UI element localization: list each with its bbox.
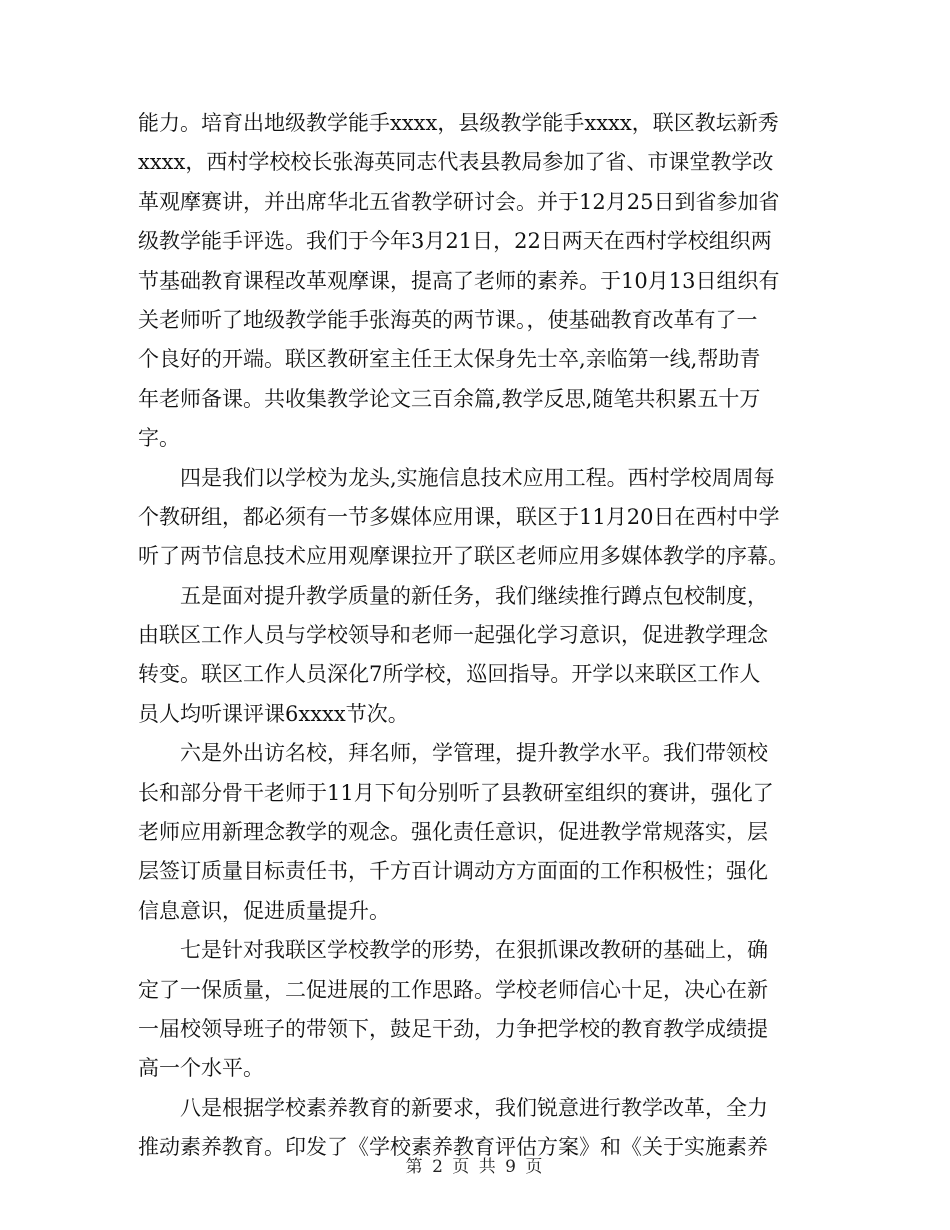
text-line: 推动素养教育。印发了《学校素养教育评估方案》和《关于实施素养 <box>138 1135 768 1160</box>
paragraph-start-line: 六是外出访名校，拜名师，学管理，提升教学水平。我们带领校 <box>180 741 768 766</box>
text-line: 一届校领导班子的带领下，鼓足干劲，力争把学校的教育教学成绩提 <box>138 1016 768 1041</box>
text-line: 听了两节信息技术应用观摩课拉开了联区老师应用多媒体教学的序幕。 <box>138 544 789 569</box>
text-line: 员人均听课评课6xxxx节次。 <box>138 701 409 726</box>
text-line: 定了一保质量，二促进展的工作思路。学校老师信心十足，决心在新 <box>138 977 768 1002</box>
text-line: 长和部分骨干老师于11月下旬分别听了县教研室组织的赛讲，强化了 <box>138 780 774 805</box>
text-line: 个良好的开端。联区教研室主任王太保身先士卒,亲临第一线,帮助青 <box>138 347 761 372</box>
text-line: 个教研组，都必须有一节多媒体应用课，联区于11月20日在西村中学 <box>138 504 780 529</box>
paragraph-start-line: 七是针对我联区学校教学的形势，在狠抓课改教研的基础上，确 <box>180 938 768 963</box>
page-number-footer: 第 2 页 共 9 页 <box>405 1157 545 1177</box>
paragraph-start-line: 八是根据学校素养教育的新要求，我们锐意进行教学改革，全力 <box>180 1095 768 1120</box>
paragraph-start-line: 四是我们以学校为龙头,实施信息技术应用工程。西村学校周周每 <box>180 465 775 490</box>
text-line: 关老师听了地级教学能手张海英的两节课。，使基础教育改革有了一 <box>138 307 758 332</box>
text-line: 高一个水平。 <box>138 1056 264 1081</box>
text-line: 信息意识，促进质量提升。 <box>138 898 390 923</box>
text-line: 节基础教育课程改革观摩课，提高了老师的素养。于10月13日组织有 <box>138 268 780 293</box>
text-line: 能力。培育出地级教学能手xxxx，县级教学能手xxxx，联区教坛新秀 <box>138 111 779 135</box>
text-line: 转变。联区工作人员深化7所学校，巡回指导。开学以来联区工作人 <box>138 662 761 687</box>
text-line: 革观摩赛讲，并出席华北五省教学研讨会。并于12月25日到省参加省 <box>138 189 780 214</box>
paragraph-start-line: 五是面对提升教学质量的新任务，我们继续推行蹲点包校制度， <box>180 583 768 608</box>
text-line: 老师应用新理念教学的观念。强化责任意识，促进教学常规落实，层 <box>138 820 768 845</box>
text-line: 由联区工作人员与学校领导和老师一起强化学习意识，促进教学理念 <box>138 623 768 648</box>
text-line: 层签订质量目标责任书，千方百计调动方方面面的工作积极性；强化 <box>138 859 768 884</box>
text-line: 级教学能手评选。我们于今年3月21日，22日两天在西村学校组织两 <box>138 229 772 254</box>
text-line: xxxx，西村学校校长张海英同志代表县教局参加了省、市课堂教学改 <box>138 150 774 175</box>
text-line: 字。 <box>138 426 180 451</box>
document-body <box>138 104 813 1168</box>
text-line: 年老师备课。共收集教学论文三百余篇,教学反思,随笔共积累五十万 <box>138 386 761 411</box>
